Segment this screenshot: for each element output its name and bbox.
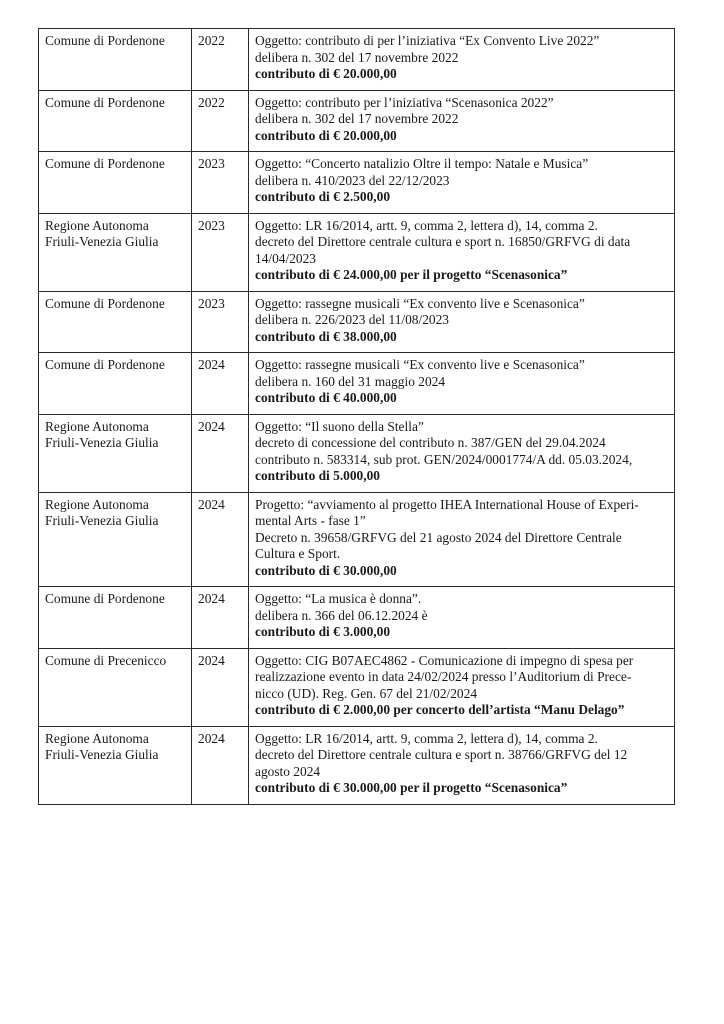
table-row xyxy=(39,353,675,415)
description-cell xyxy=(249,492,675,587)
contribution-amount: contributo di € 24.000,00 per il progetto “Scenasonica” xyxy=(255,267,568,282)
entity-name-line: Friuli-Venezia Giulia xyxy=(45,234,159,249)
description-line: delibera n. 410/2023 del 22/12/2023 xyxy=(255,172,450,188)
year-cell xyxy=(192,353,249,415)
entity-name-line: Friuli-Venezia Giulia xyxy=(45,747,159,762)
description-line: decreto di concessione del contributo n. 387/GEN del 29.04.2024 xyxy=(255,435,606,450)
table-body xyxy=(39,29,675,805)
year-value: 2024 xyxy=(198,591,225,606)
contribution-amount: contributo di € 3.000,00 xyxy=(255,624,391,639)
year-cell xyxy=(192,648,249,726)
table-row xyxy=(39,29,675,91)
year-cell xyxy=(192,492,249,587)
year-cell xyxy=(192,90,249,152)
description-line: Progetto: “avviamento al progetto IHEA International House of Experi- xyxy=(255,496,639,512)
description-line: contributo n. 583314, sub prot. GEN/2024/0001774/A dd. 05.03.2024, xyxy=(255,451,633,467)
description-line: Oggetto: LR 16/2014, artt. 9, comma 2, lettera d), 14, comma 2. xyxy=(255,730,598,746)
year-value: 2022 xyxy=(198,94,225,110)
contribution-amount: contributo di € 20.000,00 xyxy=(255,127,397,143)
description-cell xyxy=(249,648,675,726)
year-cell xyxy=(192,152,249,214)
table-row xyxy=(39,587,675,649)
contribution-amount: contributo di € 30.000,00 xyxy=(255,562,397,578)
description-line: Oggetto: “La musica è donna”. xyxy=(255,591,422,606)
table-row xyxy=(39,213,675,291)
entity-cell xyxy=(39,648,192,726)
description-line: delibera n. 366 del 06.12.2024 è xyxy=(255,607,428,623)
description-cell xyxy=(249,90,675,152)
entity-name-line: Comune di Pordenone xyxy=(45,33,165,48)
entity-name-line: Friuli-Venezia Giulia xyxy=(45,435,159,450)
year-value: 2024 xyxy=(198,730,225,746)
description-line: agosto 2024 xyxy=(255,763,321,779)
contribution-amount: contributo di € 30.000,00 per il progetto “Scenasonica” xyxy=(255,780,568,795)
contributions-table xyxy=(38,28,675,805)
entity-cell xyxy=(39,587,192,649)
year-cell xyxy=(192,29,249,91)
contribution-amount: contributo di € 20.000,00 xyxy=(255,66,397,81)
description-line: Cultura e Sport. xyxy=(255,546,341,561)
description-line: Oggetto: CIG B07AEC4862 - Comunicazione di impegno di spesa per xyxy=(255,652,634,668)
entity-cell xyxy=(39,492,192,587)
entity-name-line: Regione Autonoma xyxy=(45,418,149,434)
entity-name-line: Comune di Pordenone xyxy=(45,295,165,311)
table-row xyxy=(39,90,675,152)
description-line: Oggetto: LR 16/2014, artt. 9, comma 2, lettera d), 14, comma 2. xyxy=(255,217,598,233)
description-line: delibera n. 160 del 31 maggio 2024 xyxy=(255,373,446,389)
table-row xyxy=(39,648,675,726)
year-cell xyxy=(192,414,249,492)
entity-name-line: Regione Autonoma xyxy=(45,496,149,512)
entity-name-line: Comune di Pordenone xyxy=(45,357,165,372)
entity-name-line: Comune di Pordenone xyxy=(45,156,165,171)
description-line: decreto del Direttore centrale cultura e sport n. 38766/GRFVG del 12 xyxy=(255,747,628,762)
description-cell xyxy=(249,291,675,353)
table-row xyxy=(39,726,675,804)
entity-cell xyxy=(39,29,192,91)
entity-cell xyxy=(39,90,192,152)
entity-cell xyxy=(39,291,192,353)
entity-name-line: Comune di Precenicco xyxy=(45,652,167,668)
description-line: Oggetto: “Il suono della Stella” xyxy=(255,418,424,434)
description-line: realizzazione evento in data 24/02/2024 presso l’Auditorium di Prece- xyxy=(255,669,632,684)
description-line: Oggetto: rassegne musicali “Ex convento live e Scenasonica” xyxy=(255,295,585,311)
year-cell xyxy=(192,587,249,649)
contribution-amount: contributo di € 40.000,00 xyxy=(255,390,397,405)
year-value: 2024 xyxy=(198,418,225,434)
description-cell xyxy=(249,587,675,649)
entity-cell xyxy=(39,152,192,214)
entity-name-line: Comune di Pordenone xyxy=(45,591,165,606)
entity-name-line: Regione Autonoma xyxy=(45,217,149,233)
year-value: 2024 xyxy=(198,652,225,668)
description-line: Oggetto: contributo di per l’iniziativa “Ex Convento Live 2022” xyxy=(255,33,600,48)
year-value: 2023 xyxy=(198,156,225,171)
description-line: Oggetto: rassegne musicali “Ex convento live e Scenasonica” xyxy=(255,357,585,372)
entity-name-line: Regione Autonoma xyxy=(45,730,149,746)
table-row xyxy=(39,414,675,492)
description-cell xyxy=(249,29,675,91)
description-line: nicco (UD). Reg. Gen. 67 del 21/02/2024 xyxy=(255,685,478,701)
entity-name-line: Friuli-Venezia Giulia xyxy=(45,513,159,528)
table-row xyxy=(39,492,675,587)
description-cell xyxy=(249,152,675,214)
year-value: 2023 xyxy=(198,217,225,233)
year-value: 2023 xyxy=(198,295,225,311)
description-line: Oggetto: “Concerto natalizio Oltre il tempo: Natale e Musica” xyxy=(255,156,589,171)
description-line: mental Arts - fase 1” xyxy=(255,513,366,528)
description-cell xyxy=(249,726,675,804)
description-cell xyxy=(249,353,675,415)
year-cell xyxy=(192,291,249,353)
description-line: delibera n. 226/2023 del 11/08/2023 xyxy=(255,312,450,327)
description-line: Decreto n. 39658/GRFVG del 21 agosto 2024 del Direttore Centrale xyxy=(255,529,622,545)
document-page xyxy=(38,28,674,805)
description-line: decreto del Direttore centrale cultura e sport n. 16850/GRFVG di data xyxy=(255,234,631,249)
contribution-amount: contributo di € 38.000,00 xyxy=(255,328,397,344)
table-row xyxy=(39,291,675,353)
year-value: 2022 xyxy=(198,33,225,48)
description-cell xyxy=(249,213,675,291)
entity-cell xyxy=(39,353,192,415)
entity-cell xyxy=(39,726,192,804)
description-line: 14/04/2023 xyxy=(255,250,317,266)
entity-cell xyxy=(39,414,192,492)
year-value: 2024 xyxy=(198,357,225,372)
description-line: delibera n. 302 del 17 novembre 2022 xyxy=(255,111,459,126)
contribution-amount: contributo di 5.000,00 xyxy=(255,468,380,483)
table-row xyxy=(39,152,675,214)
description-line: Oggetto: contributo per l’iniziativa “Scenasonica 2022” xyxy=(255,94,554,110)
entity-name-line: Comune di Pordenone xyxy=(45,94,165,110)
entity-cell xyxy=(39,213,192,291)
year-value: 2024 xyxy=(198,496,225,512)
year-cell xyxy=(192,726,249,804)
year-cell xyxy=(192,213,249,291)
description-cell xyxy=(249,414,675,492)
contribution-amount: contributo di € 2.000,00 per concerto dell’artista “Manu Delago” xyxy=(255,702,625,717)
contribution-amount: contributo di € 2.500,00 xyxy=(255,189,391,204)
description-line: delibera n. 302 del 17 novembre 2022 xyxy=(255,49,459,65)
